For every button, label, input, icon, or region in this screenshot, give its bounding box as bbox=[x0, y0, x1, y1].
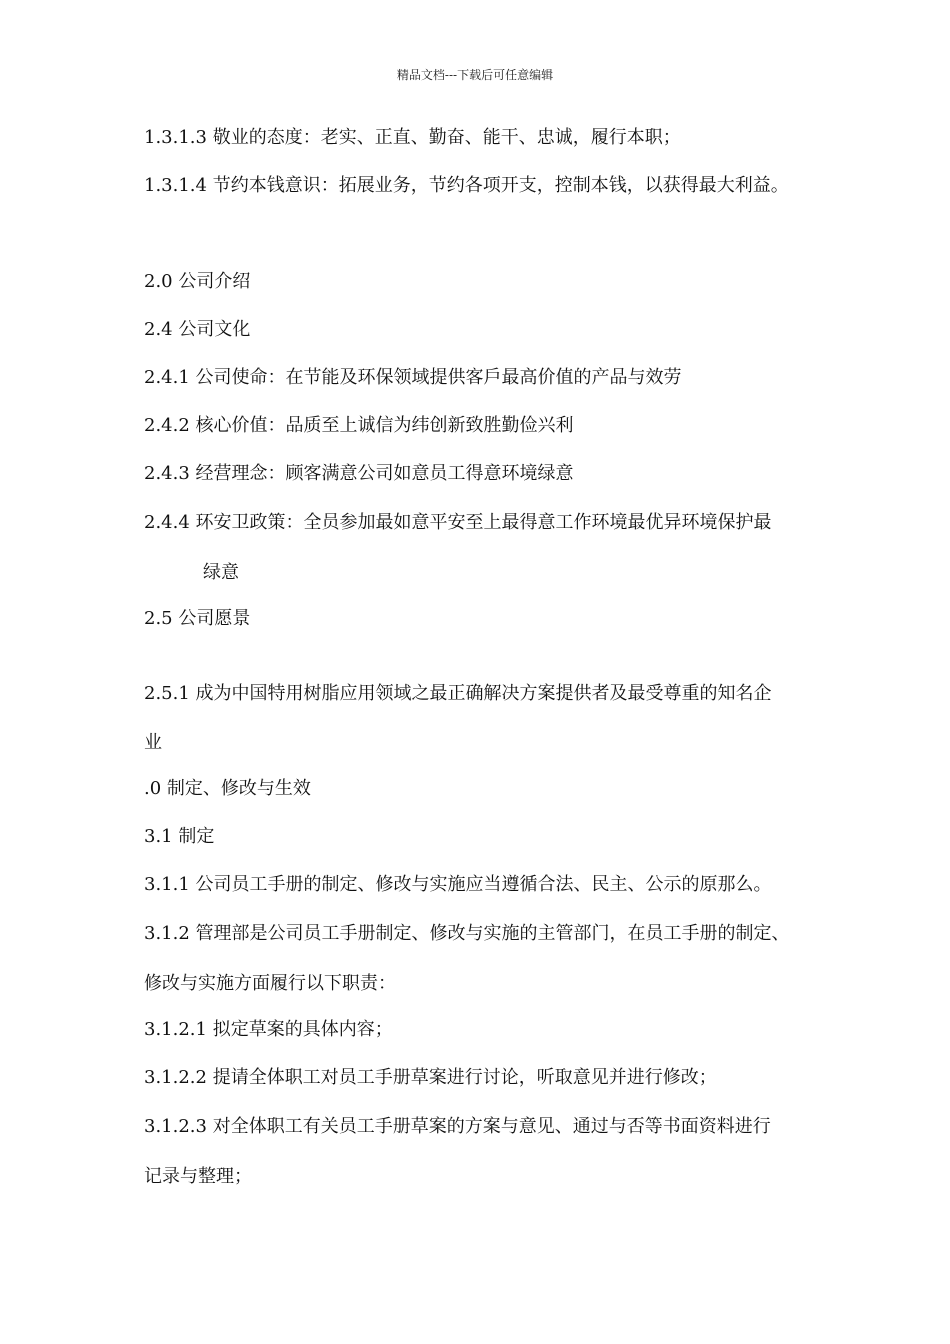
text-line-1-3-1-3: 1.3.1.3 敬业的态度：老实、正直、勤奋、能干、忠诚，履行本职； bbox=[144, 127, 681, 148]
text-line-3-1-2: 3.1.2 管理部是公司员工手册制定、修改与实施的主管部门，在员工手册的制定、 bbox=[144, 923, 790, 944]
section-heading-3-1: 3.1 制定 bbox=[144, 826, 215, 847]
section-heading-2-5: 2.5 公司愿景 bbox=[144, 608, 251, 629]
text-line-2-4-4-cont: 绿意 bbox=[203, 562, 239, 583]
text-line-3-1-1: 3.1.1 公司员工手册的制定、修改与实施应当遵循合法、民主、公示的原那么。 bbox=[144, 874, 772, 895]
section-heading-2-4: 2.4 公司文化 bbox=[144, 319, 251, 340]
text-line-2-4-1: 2.4.1 公司使命：在节能及环保领域提供客戶最高价值的产品与效劳 bbox=[144, 367, 682, 388]
text-line-2-4-4: 2.4.4 环安卫政策：全员参加最如意平安至上最得意工作环境最优异环境保护最 bbox=[144, 512, 772, 533]
section-heading-2-0: 2.0 公司介绍 bbox=[144, 271, 251, 292]
text-line-2-4-2: 2.4.2 核心价值：品质至上诚信为纬创新致胜勤俭兴利 bbox=[144, 415, 574, 436]
text-line-3-1-2-3: 3.1.2.3 对全体职工有关员工手册草案的方案与意见、通过与否等书面资料进行 bbox=[144, 1116, 771, 1137]
text-line-3-1-2-cont: 修改与实施方面履行以下职责： bbox=[144, 973, 396, 994]
page-header: 精品文档---下载后可任意编辑 bbox=[396, 68, 554, 82]
text-line-3-1-2-3-cont: 记录与整理； bbox=[144, 1166, 252, 1187]
text-line-1-3-1-4: 1.3.1.4 节约本钱意识：拓展业务，节约各项开支，控制本钱，以获得最大利益。 bbox=[144, 175, 789, 196]
text-line-3-1-2-2: 3.1.2.2 提请全体职工对员工手册草案进行讨论，听取意见并进行修改； bbox=[144, 1067, 717, 1088]
text-line-2-5-1: 2.5.1 成为中国特用树脂应用领域之最正确解决方案提供者及最受尊重的知名企 bbox=[144, 683, 772, 704]
section-heading-3-0: .0 制定、修改与生效 bbox=[144, 778, 311, 799]
text-line-2-4-3: 2.4.3 经营理念：顾客满意公司如意员工得意环境绿意 bbox=[144, 463, 574, 484]
text-line-3-1-2-1: 3.1.2.1 拟定草案的具体内容； bbox=[144, 1019, 393, 1040]
text-line-2-5-1-cont: 业 bbox=[144, 732, 162, 753]
